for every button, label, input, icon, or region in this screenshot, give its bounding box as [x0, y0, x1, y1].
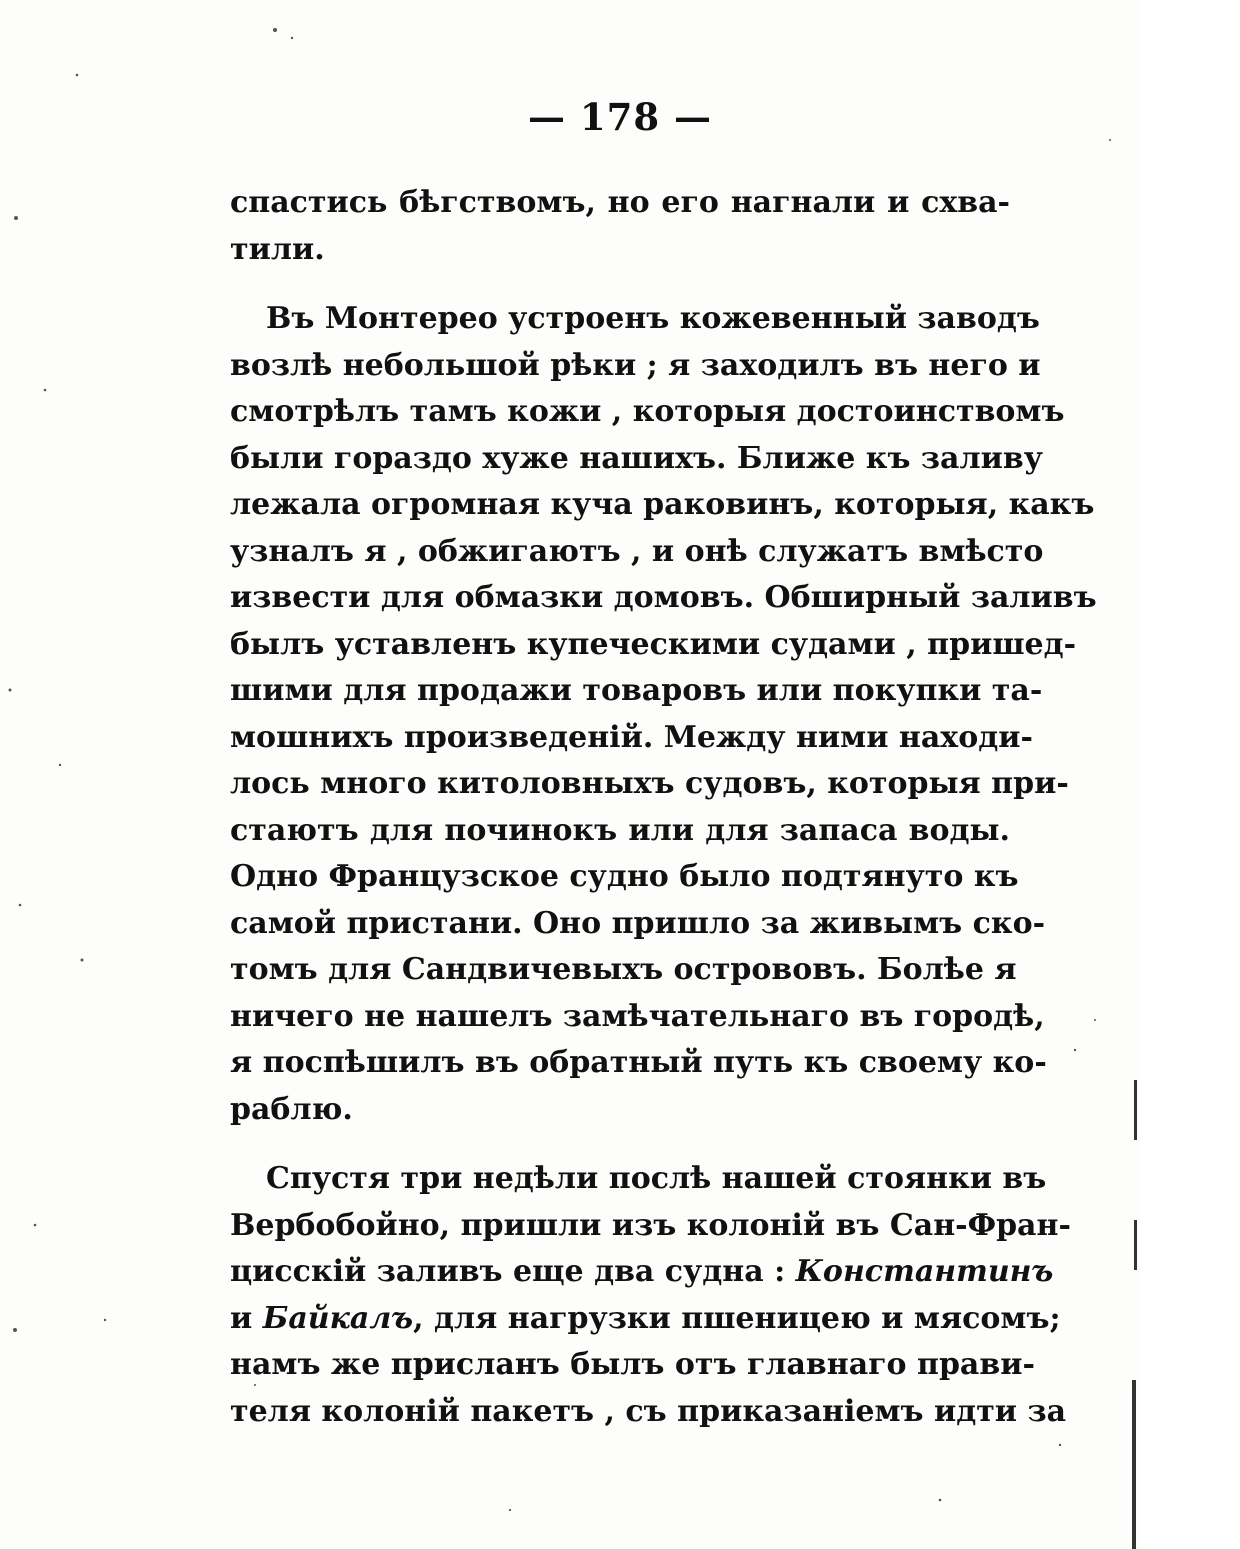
text-line: стаютъ для починокъ или для запаса воды. [230, 812, 1010, 848]
paragraph-gap [230, 273, 1010, 296]
text-line: Вербобойно, пришли изъ колоній въ Сан-Фран- [230, 1207, 1071, 1243]
body-text [230, 180, 1097, 1435]
text-line [230, 1296, 1061, 1343]
text-line: мошнихъ произведеній. Между ними находи- [230, 719, 1033, 755]
ship-name: Байкалъ [262, 1300, 414, 1336]
text-line: извести для обмазки домовъ. Обширный заливъ [230, 580, 1097, 615]
text-line: самой пристани. Оно пришло за живымъ ско- [230, 905, 1046, 941]
text-line-segment: цисскій заливъ еще два судна : [230, 1254, 786, 1289]
paragraph-3 [230, 1156, 1071, 1435]
text-line: шими для продажи товаровъ или покупки та- [230, 673, 1043, 708]
text-line: Въ Монтерео устроенъ кожевенный заводъ [266, 301, 1040, 336]
text-line-segment: и [230, 1300, 253, 1336]
text-line: томъ для Сандвичевыхъ острововъ. Болѣе я [230, 952, 1017, 987]
text-line: тили. [230, 231, 325, 267]
text-line: спастись бѣгствомъ, но его нагнали и схва- [230, 185, 1010, 220]
paragraph-1 [230, 180, 1010, 273]
text-line: лось много китоловныхъ судовъ, которыя при- [230, 766, 1069, 801]
text-line: ничего не нашелъ замѣчательнаго въ городѣ, [230, 998, 1045, 1034]
text-line: былъ уставленъ купеческими судами , пришед- [230, 626, 1077, 662]
text-line [230, 1249, 1054, 1296]
text-line: я поспѣшилъ въ обратный путь къ своему ко- [230, 1045, 1047, 1080]
paragraph-2 [230, 296, 1097, 1133]
text-line: Одно Французское судно было подтянуто къ [230, 859, 1019, 894]
text-line: возлѣ небольшой рѣки ; я заходилъ въ него и [230, 347, 1041, 383]
text-line: намъ же присланъ былъ отъ главнаго прави- [230, 1347, 1035, 1382]
page-number: — 178 — [528, 95, 712, 139]
text-line: смотрѣлъ тамъ кожи , которыя достоинствомъ [230, 394, 1065, 429]
text-line: узналъ я , обжигаютъ , и онѣ служатъ вмѣсто [230, 533, 1044, 569]
text-line: лежала огромная куча раковинъ, которыя, какъ [230, 487, 1095, 522]
text-line: теля колоній пакетъ , съ приказаніемъ идти за [230, 1393, 1067, 1429]
text-line: раблю. [230, 1091, 353, 1127]
ship-name: Константинъ [795, 1254, 1054, 1289]
text-line-segment: , для нагрузки пшеницею и мясомъ; [413, 1300, 1061, 1336]
text-line: Спустя три недѣли послѣ нашей стоянки въ [266, 1161, 1047, 1196]
paragraph-gap [230, 1133, 1010, 1156]
text-line: были гораздо хуже нашихъ. Ближе къ заливу [230, 440, 1043, 476]
